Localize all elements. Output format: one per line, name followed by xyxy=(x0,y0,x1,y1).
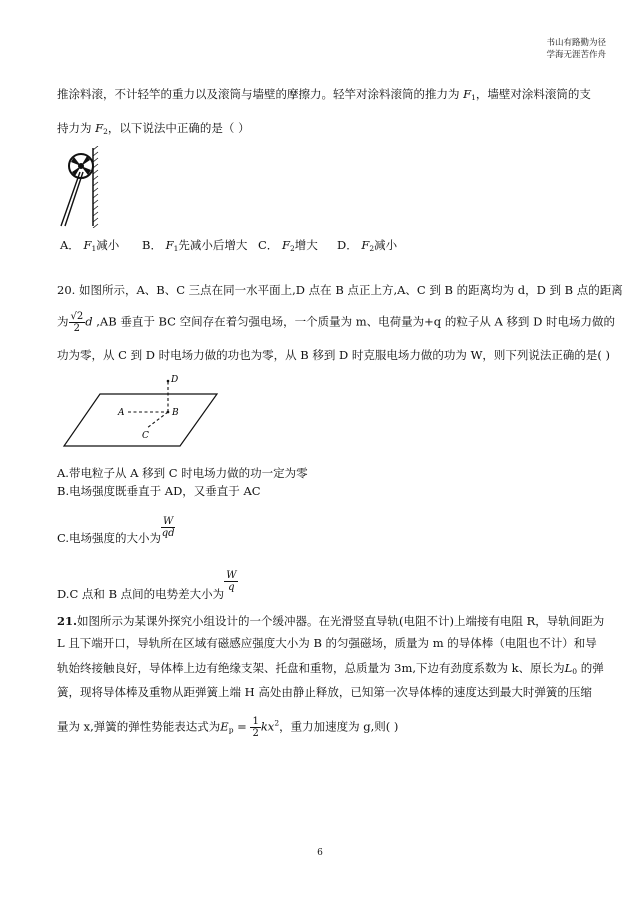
q20-option-b: B.电场强度既垂直于 AD，又垂直于 AC xyxy=(57,484,261,498)
q19-line1: 推涂料滚，不计轻竿的重力以及滚筒与墙壁的摩擦力。轻竿对涂料滚筒的推力为 $F_1$，墙壁对涂料滚筒的支 xyxy=(57,87,591,102)
q19-line2: 持力为 $F_2$，以下说法中正确的是（ ） xyxy=(57,121,250,136)
q21-line5: 量为 x,弹簧的弹性势能表达式为$E_p$ = $\frac{1}{2}$ $kx^2$，重力加速度为 g,则( ) xyxy=(57,716,399,739)
q20-label-b: B xyxy=(172,408,179,418)
q20-line2: 为 $\frac{√2}{2}$ d ,AB 垂直于 BC 空间存在着匀强电场，一个质量为 m、电荷量为+q 的粒子从 A 移到 D 时电场力做的 xyxy=(57,311,615,334)
header-motto-1: 书山有路勤为径 xyxy=(546,38,606,48)
q19-option-b: B． $F_1$先减小后增大 xyxy=(142,238,248,253)
q20-label-d: D xyxy=(171,375,179,385)
header-motto-2: 学海无涯苦作舟 xyxy=(546,50,606,60)
q21-line3: 轨始终接触良好，导体棒上边有绝缘支架、托盘和重物，总质量为 3m,下边有劲度系数为 k、原长为$L_0$ 的弹 xyxy=(57,661,604,676)
q20-label-a: A xyxy=(118,408,125,418)
q19-option-c: C． $F_2$增大 xyxy=(258,238,318,253)
q20-option-c: C.电场强度的大小为 $\frac{W}{qd}$ xyxy=(57,516,175,545)
q20-fraction: $\frac{√2}{2}$ xyxy=(70,311,84,334)
q20-line1: 20. 如图所示，A、B、C 三点在同一水平面上,D 点在 B 点正上方,A、C 到 B 的距离均为 d，D 到 B 点的距离 xyxy=(57,283,623,297)
q21-fraction: $\frac{1}{2}$ xyxy=(252,716,259,739)
q20-option-c-fraction: $\frac{W}{qd}$ xyxy=(161,516,175,539)
q19-roller-figure xyxy=(57,146,107,228)
q19-option-d: D． $F_2$减小 xyxy=(337,238,398,253)
q21-line2: L 且下端开口，导轨所在区域有磁感应强度大小为 B 的匀强磁场，质量为 m 的导体棒（电阻也不计）和导 xyxy=(57,636,597,650)
q21-line1: 21.如图所示为某课外探究小组设计的一个缓冲器。在光滑竖直导轨(电阻不计)上端接有电阻 R，导轨间距为 xyxy=(57,614,605,628)
q20-option-d: D.C 点和 B 点间的电势差大小为 $\frac{W}{q}$ xyxy=(57,570,237,601)
q20-option-a: A.带电粒子从 A 移到 C 时电场力做的功一定为零 xyxy=(57,466,308,480)
q20-label-c: C xyxy=(142,431,149,441)
q19-option-a: A． $F_1$减小 xyxy=(60,238,120,253)
q20-plane-figure xyxy=(62,372,222,450)
q20-option-d-fraction: $\frac{W}{q}$ xyxy=(226,570,237,593)
q20-line3: 功为零，从 C 到 D 时电场力做的功也为零，从 B 移到 D 时克服电场力做的功为 W，则下列说法正确的是( ) xyxy=(57,348,611,362)
page-number: 6 xyxy=(317,848,323,858)
q21-line4: 簧，现将导体棒及重物从距弹簧上端 H 高处由静止释放，已知第一次导体棒的速度达到最大时弹簧的压缩 xyxy=(57,685,592,699)
